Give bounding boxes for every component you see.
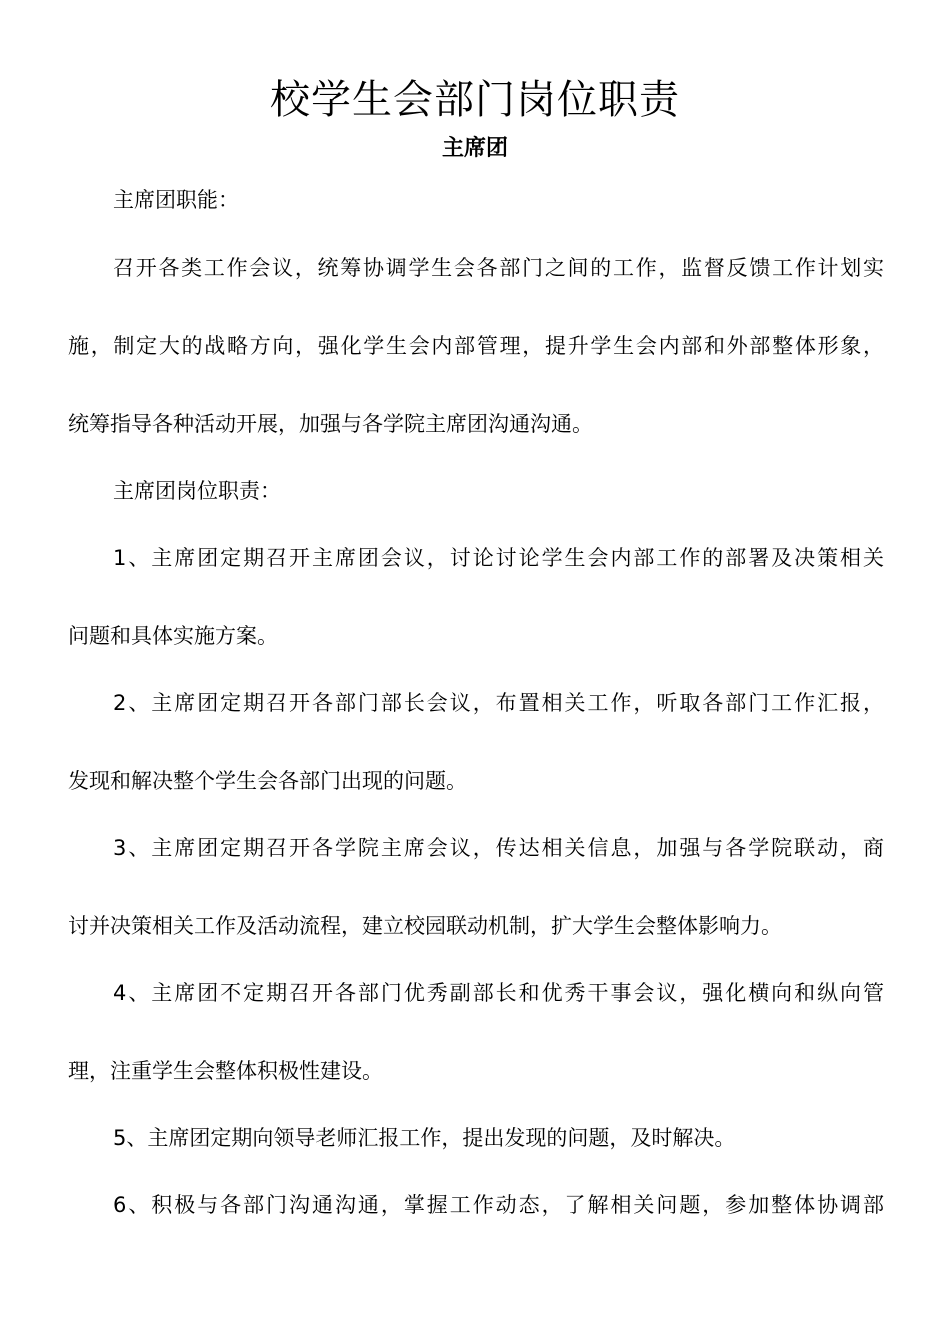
- duty-item-line: 发现和解决整个学生会各部门出现的问题。: [68, 769, 467, 793]
- functions-paragraph-line: 召开各类工作会议，统筹协调学生会各部门之间的工作，监督反馈工作计划实: [113, 256, 884, 280]
- functions-paragraph-line: 施，制定大的战略方向，强化学生会内部管理，提升学生会内部和外部整体形象，: [68, 334, 884, 358]
- functions-heading: 主席团职能：: [113, 188, 239, 212]
- duty-item-line: 3、主席团定期召开各学院主席会议，传达相关信息，加强与各学院联动，商: [113, 836, 884, 860]
- duty-item-line: 6、积极与各部门沟通沟通，掌握工作动态，了解相关问题，参加整体协调部: [113, 1193, 884, 1217]
- duty-item-line: 讨并决策相关工作及活动流程，建立校园联动机制，扩大学生会整体影响力。: [68, 914, 782, 938]
- duty-item-line: 5、主席团定期向领导老师汇报工作，提出发现的问题，及时解决。: [113, 1126, 736, 1150]
- document-title: 校学生会部门岗位职责: [270, 77, 680, 123]
- duty-item-line: 1、主席团定期召开主席团会议，讨论讨论学生会内部工作的部署及决策相关: [113, 546, 884, 570]
- duties-heading: 主席团岗位职责：: [113, 479, 281, 503]
- functions-paragraph-line: 统筹指导各种活动开展，加强与各学院主席团沟通沟通。: [68, 412, 593, 436]
- duty-item-line: 4、主席团不定期召开各部门优秀副部长和优秀干事会议，强化横向和纵向管: [113, 981, 884, 1005]
- section-subtitle: 主席团: [441, 136, 508, 161]
- duty-item-line: 2、主席团定期召开各部门部长会议，布置相关工作，听取各部门工作汇报，: [113, 691, 884, 715]
- duty-item-line: 问题和具体实施方案。: [68, 624, 278, 648]
- duty-item-line: 理，注重学生会整体积极性建设。: [68, 1059, 383, 1083]
